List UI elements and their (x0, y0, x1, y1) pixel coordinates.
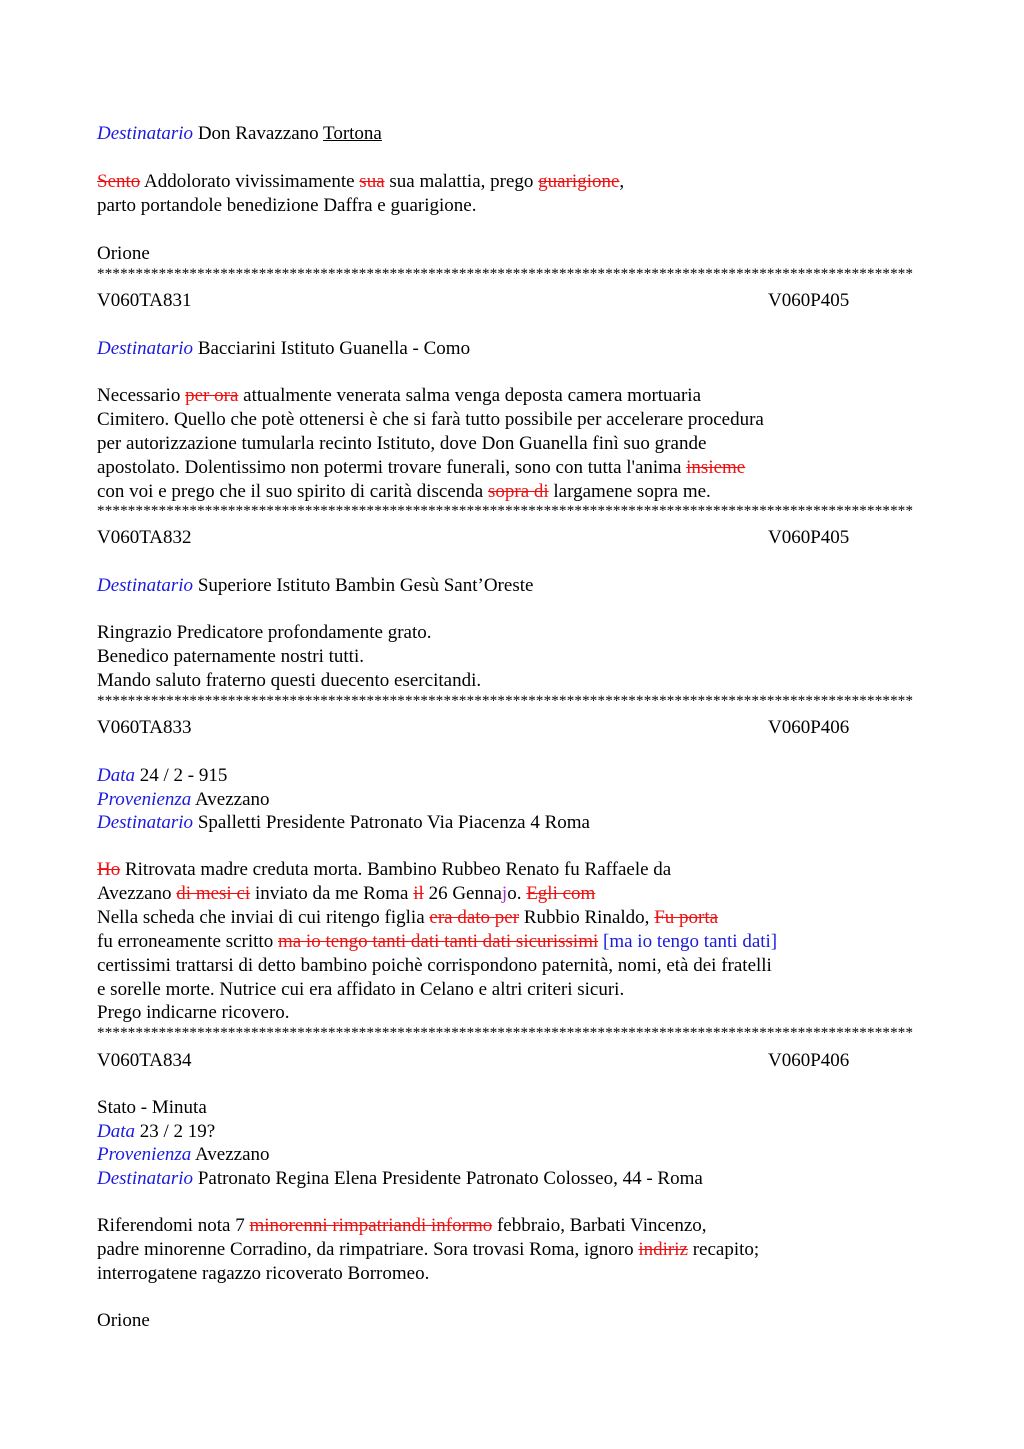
deleted-text: era dato per (429, 907, 520, 928)
letter4-body-line (97, 858, 671, 882)
page-code: V060P405 (768, 290, 850, 311)
date-text: 23 / 2 19? (139, 1121, 216, 1142)
signature: Orione (97, 1310, 150, 1331)
letter3-recipient (97, 574, 533, 598)
letter2-body-line: per autorizzazione tumularla recinto Istituto, dove Don Guanella finì suo grande (97, 433, 707, 454)
body-text: Rubbio Rinaldo, (523, 907, 650, 928)
body-text: Addolorato vivissimamente (143, 171, 355, 192)
recipient-label: Destinatario (97, 575, 194, 596)
page-code: V060P405 (768, 527, 850, 548)
page-code: V060P406 (768, 717, 850, 738)
body-text: apostolato. Dolentissimo non potermi trovare funerali, sono con tutta l'anima (97, 457, 682, 478)
letter2-body-line (97, 384, 701, 408)
deleted-text: minorenni rimpatriandi informo (249, 1215, 493, 1236)
letter5-status: Stato - Minuta (97, 1097, 207, 1118)
body-text: attualmente venerata salma venga deposta camera mortuaria (243, 385, 702, 406)
letter2-body-line (97, 456, 745, 480)
letter3-body-line: Mando saluto fraterno questi duecento esercitandi. (97, 670, 482, 691)
recipient-label: Destinatario (97, 123, 194, 144)
body-text: recapito; (692, 1239, 760, 1260)
letter5-body-line: interrogatene ragazzo ricoverato Borromeo. (97, 1263, 430, 1284)
body-text: Ritrovata madre creduta morta. Bambino Rubbeo Renato fu Raffaele da (124, 859, 672, 880)
origin-label: Provenienza (97, 789, 192, 810)
letter4-body-line (97, 930, 777, 954)
recipient-place: Tortona (323, 123, 382, 144)
letter4-body-line: Prego indicarne ricovero. (97, 1002, 290, 1023)
recipient-text: Spalletti Presidente Patronato Via Piacenza 4 Roma (197, 812, 590, 833)
body-text: padre minorenne Corradino, da rimpatriare. Sora trovasi Roma, ignoro (97, 1239, 634, 1260)
deleted-text: Egli com (526, 883, 596, 904)
origin-text: Avezzano (194, 1144, 270, 1165)
separator: ********************************************************************************************************** (97, 503, 914, 519)
deleted-text: sua (359, 171, 385, 192)
letter4-date (97, 764, 227, 788)
document-code: V060TA832 (97, 527, 192, 548)
date-label: Data (97, 765, 135, 786)
date-label: Data (97, 1121, 135, 1142)
letter5-recipient (97, 1167, 703, 1191)
body-text: Necessario (97, 385, 181, 406)
separator: ********************************************************************************************************** (97, 1025, 914, 1041)
recipient-text: Superiore Istituto Bambin Gesù Sant’Oreste (197, 575, 534, 596)
body-text: largamene sopra me. (553, 481, 711, 502)
deleted-text: guarigione (538, 171, 620, 192)
deleted-text: Fu porta (654, 907, 719, 928)
letter2-body-line (97, 480, 711, 504)
deleted-text: sopra di (487, 481, 549, 502)
letter5-body-line (97, 1214, 707, 1238)
letter3-body-line: Ringrazio Predicatore profondamente grato. (97, 622, 432, 643)
letter2-body-line: Cimitero. Quello che potè ottenersi è che si farà tutto possibile per accelerare procedura (97, 409, 764, 430)
inserted-text: [ma io tengo tanti dati] (603, 931, 778, 952)
deleted-text: per ora (185, 385, 239, 406)
body-text: sua malattia, prego (389, 171, 534, 192)
deleted-text: di mesi ci (176, 883, 251, 904)
letter1-body-line (97, 170, 624, 194)
deleted-text: insieme (686, 457, 746, 478)
recipient-text: Bacciarini Istituto Guanella - Como (197, 338, 471, 359)
letter5-date (97, 1120, 215, 1144)
recipient-label: Destinatario (97, 812, 194, 833)
letter4-body-line (97, 882, 595, 906)
body-text: inviato da me Roma (254, 883, 409, 904)
letter3-body-line: Benedico paternamente nostri tutti. (97, 646, 364, 667)
body-text: con voi e prego che il suo spirito di carità discenda (97, 481, 484, 502)
letter2-recipient (97, 337, 470, 361)
origin-text: Avezzano (194, 789, 270, 810)
recipient-text: Don Ravazzano (197, 123, 319, 144)
body-text: febbraio, Barbati Vincenzo, (496, 1215, 707, 1236)
deleted-text: Sento (97, 171, 141, 192)
letter1-body-line: parto portandole benedizione Daffra e guarigione. (97, 195, 477, 216)
document-code: V060TA834 (97, 1050, 192, 1071)
document-code: V060TA833 (97, 717, 192, 738)
deleted-text: il (413, 883, 424, 904)
page-code: V060P406 (768, 1050, 850, 1071)
letter4-origin (97, 788, 270, 812)
deleted-text: indiriz (638, 1239, 688, 1260)
deleted-text: ma io tengo tanti dati tanti dati sicurissimi (277, 931, 599, 952)
recipient-label: Destinatario (97, 338, 194, 359)
letter4-body-line: e sorelle morte. Nutrice cui era affidato in Celano e altri criteri sicuri. (97, 979, 625, 1000)
recipient-text: Patronato Regina Elena Presidente Patronato Colosseo, 44 - Roma (197, 1168, 703, 1189)
separator: ********************************************************************************************************** (97, 693, 914, 709)
letter5-body-line (97, 1238, 759, 1262)
body-text: Riferendomi nota 7 (97, 1215, 245, 1236)
letter4-body-line (97, 906, 718, 930)
corrected-char: j (501, 883, 508, 904)
origin-label: Provenienza (97, 1144, 192, 1165)
body-text: Nella scheda che inviai di cui ritengo figlia (97, 907, 425, 928)
date-text: 24 / 2 - 915 (139, 765, 228, 786)
deleted-text: Ho (97, 859, 121, 880)
body-text: Avezzano (97, 883, 172, 904)
document-code: V060TA831 (97, 290, 192, 311)
letter5-origin (97, 1143, 270, 1167)
body-text: 26 Genna (428, 883, 502, 904)
body-text: o. (507, 883, 522, 904)
signature: Orione (97, 243, 150, 264)
letter4-body-line: certissimi trattarsi di detto bambino poichè corrispondono paternità, nomi, età dei fratelli (97, 955, 772, 976)
body-text: , (619, 171, 625, 192)
separator: ********************************************************************************************************** (97, 266, 914, 282)
letter4-recipient (97, 811, 590, 835)
recipient-label: Destinatario (97, 1168, 194, 1189)
body-text: fu erroneamente scritto (97, 931, 274, 952)
letter1-recipient (97, 122, 382, 146)
